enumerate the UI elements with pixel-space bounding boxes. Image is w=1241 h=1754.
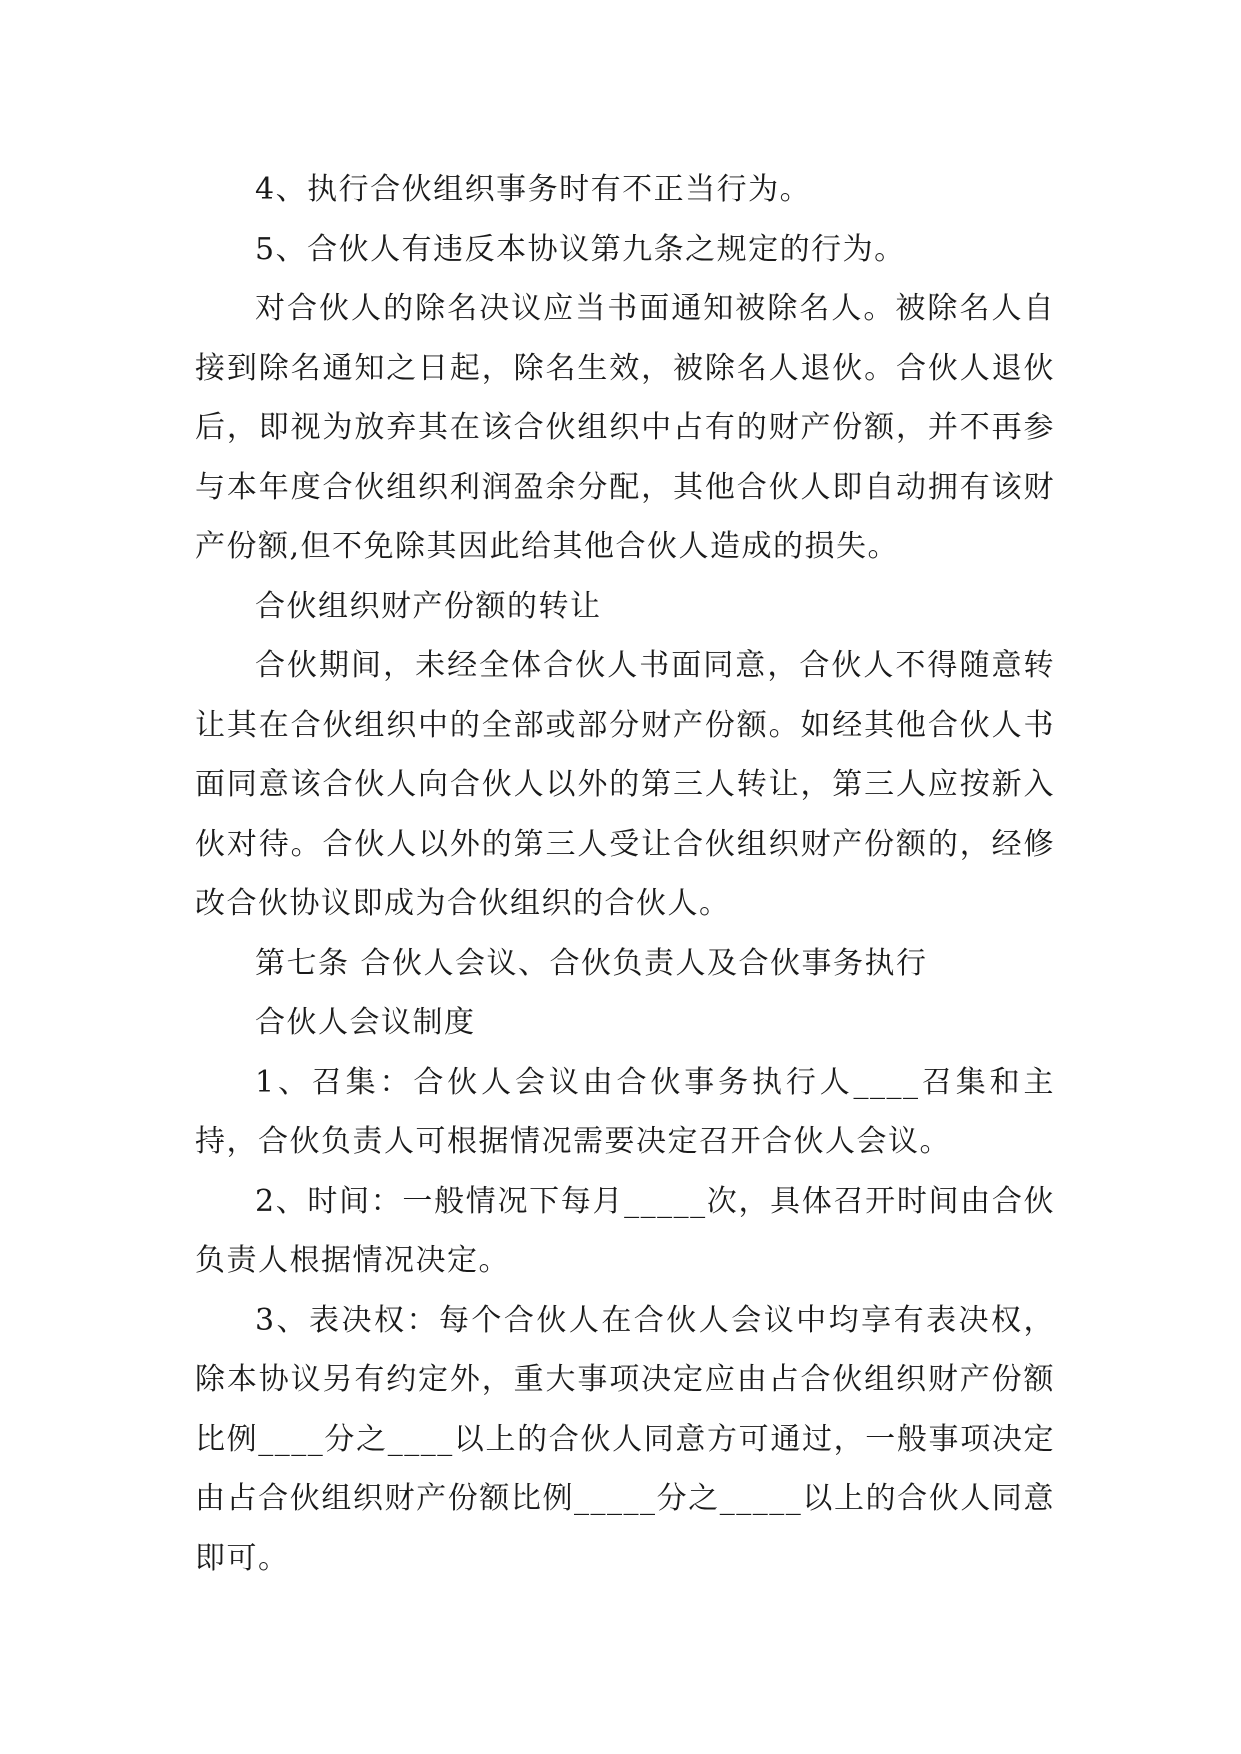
article-seven-heading: 第七条 合伙人会议、合伙负责人及合伙事务执行 (255, 945, 928, 981)
paragraph-expulsion-notice: 对合伙人的除名决议应当书面通知被除名人。被除名人自接到除名通知之日起，除名生效，被除名人退伙。合伙人退伙后，即视为放弃其在该合伙组织中占有的财产份额，并不再参与本年度合伙组织利润盈余分配，其他合伙人即自动拥有该财产份额,但不免除其因此给其他合伙人造成的损失。 (195, 291, 1055, 564)
paragraph-meeting-time: 2、时间：一般情况下每月_____次，具体召开时间由合伙负责人根据情况决定。 (195, 1183, 1055, 1278)
section-heading-meeting-system: 合伙人会议制度 (255, 1005, 476, 1040)
paragraph-share-transfer: 合伙期间，未经全体合伙人书面同意，合伙人不得随意转让其在合伙组织中的全部或部分财产份额。如经其他合伙人书面同意该合伙人向合伙人以外的第三人转让，第三人应按新入伙对待。合伙人以外的第三人受让合伙组织财产份额的，经修改合伙协议即成为合伙组织的合伙人。 (195, 648, 1055, 921)
paragraph-meeting-convene: 1、召集：合伙人会议由合伙事务执行人____召集和主持，合伙负责人可根据情况需要决定召开合伙人会议。 (195, 1064, 1055, 1159)
document-body (195, 160, 1055, 1588)
paragraph-voting-rights: 3、表决权：每个合伙人在合伙人会议中均享有表决权，除本协议另有约定外，重大事项决定应由占合伙组织财产份额比例____分之____以上的合伙人同意方可通过，一般事项决定由占合伙组织财产份额比例_____分之_____以上的合伙人同意即可。 (195, 1302, 1055, 1576)
paragraph-item-4: 4、执行合伙组织事务时有不正当行为。 (255, 172, 812, 207)
section-heading-share-transfer: 合伙组织财产份额的转让 (255, 588, 602, 624)
paragraph-item-5: 5、合伙人有违反本协议第九条之规定的行为。 (255, 231, 906, 267)
